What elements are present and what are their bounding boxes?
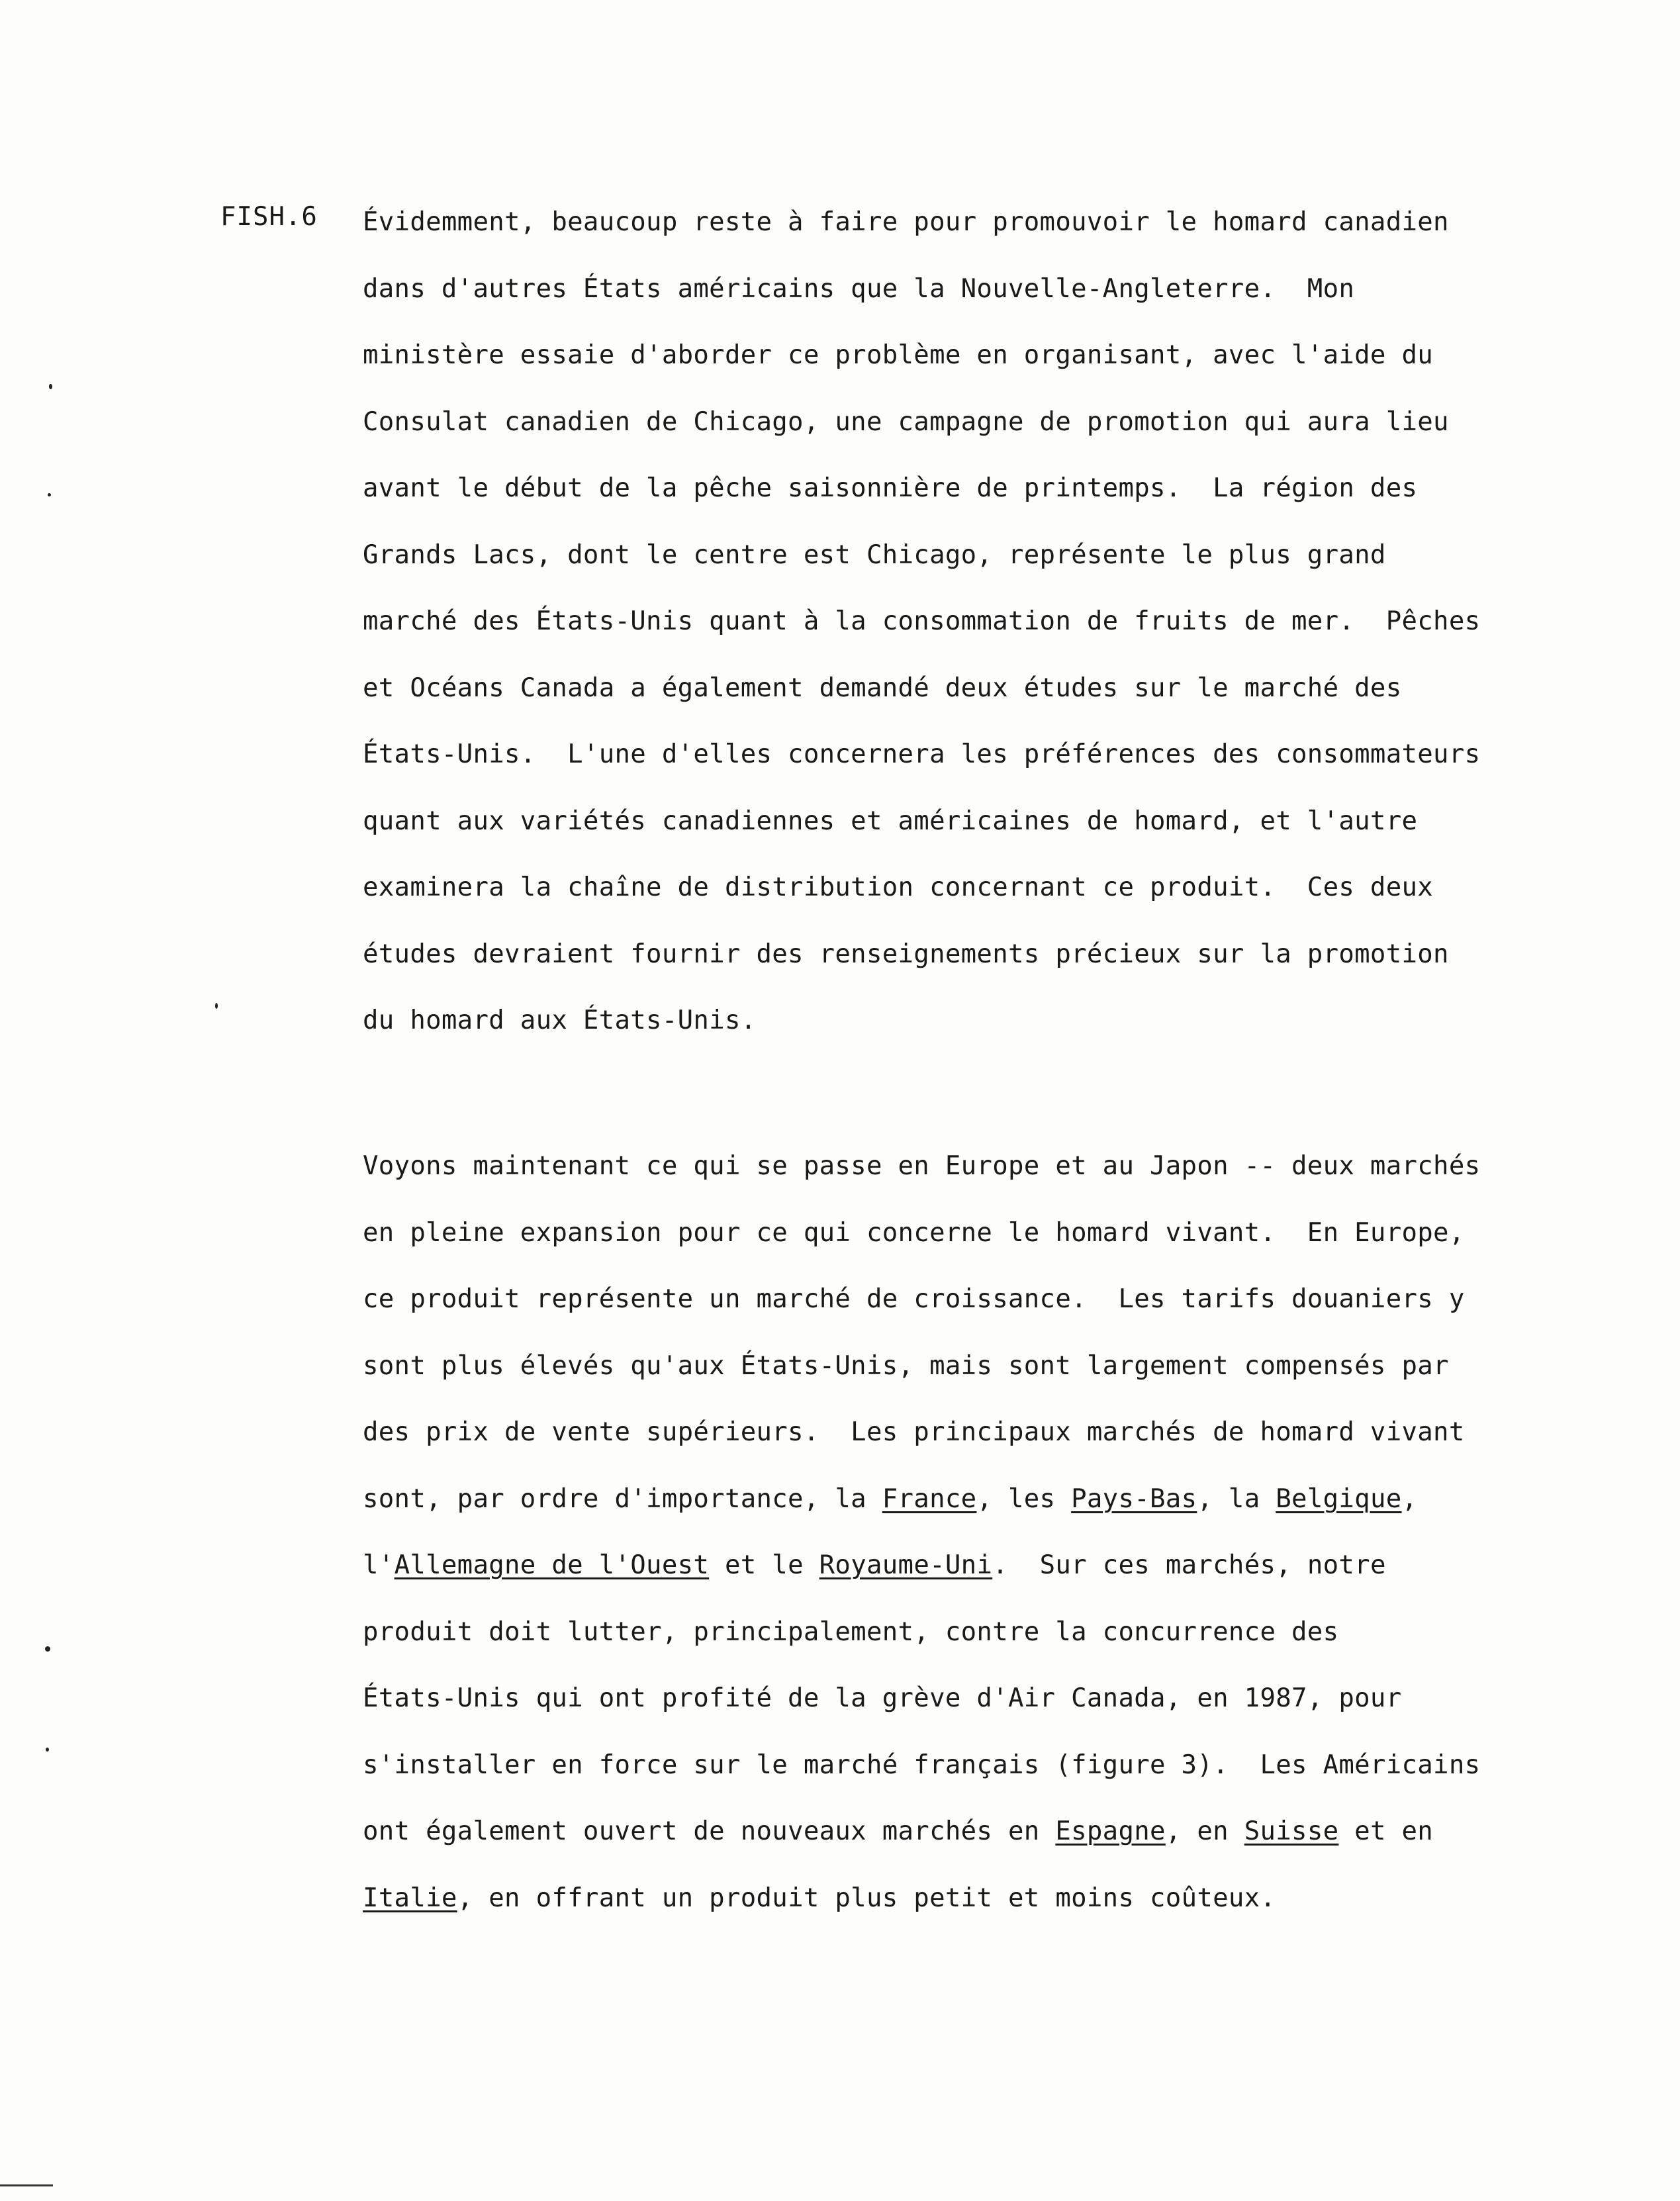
text-line bbox=[363, 1599, 1620, 1666]
text-segment: , en bbox=[1165, 1816, 1244, 1846]
text-segment: et en bbox=[1338, 1816, 1434, 1846]
text-line bbox=[363, 1865, 1620, 1932]
text-line bbox=[363, 1665, 1620, 1732]
text-line bbox=[363, 455, 1620, 522]
scan-speck bbox=[49, 384, 52, 389]
text-line bbox=[363, 788, 1620, 855]
text-line bbox=[363, 389, 1620, 456]
text-line bbox=[363, 189, 1620, 256]
bottom-scan-edge bbox=[0, 2184, 53, 2186]
text-segment: , en offrant un produit plus petit et moins coûteux. bbox=[457, 1883, 1276, 1913]
scan-speck bbox=[46, 1748, 49, 1752]
text-segment: marché des États-Unis quant à la consommation de fruits de mer. Pêches bbox=[363, 606, 1481, 636]
text-segment: dans d'autres États américains que la Nouvelle-Angleterre. Mon bbox=[363, 273, 1355, 304]
text-segment: . Sur ces marchés, notre bbox=[992, 1550, 1386, 1580]
text-segment: Voyons maintenant ce qui se passe en Europe et au Japon -- deux marchés bbox=[363, 1151, 1481, 1181]
text-segment: sont, par ordre d'importance, la bbox=[363, 1483, 882, 1514]
text-segment: examinera la chaîne de distribution concernant ce produit. Ces deux bbox=[363, 872, 1434, 902]
text-line bbox=[363, 256, 1620, 323]
text-line bbox=[363, 921, 1620, 988]
text-segment: , les bbox=[976, 1483, 1072, 1514]
text-line bbox=[363, 1532, 1620, 1599]
underlined-country: Belgique bbox=[1276, 1483, 1402, 1514]
underlined-country: Royaume-Uni bbox=[819, 1550, 993, 1580]
paragraph-2 bbox=[363, 1133, 1620, 1932]
text-line bbox=[363, 322, 1620, 389]
text-line bbox=[363, 722, 1620, 788]
text-line bbox=[363, 988, 1620, 1054]
underlined-country: Italie bbox=[363, 1883, 457, 1913]
text-line bbox=[363, 1466, 1620, 1533]
text-line bbox=[363, 655, 1620, 722]
text-segment: Consulat canadien de Chicago, une campagne de promotion qui aura lieu bbox=[363, 406, 1449, 437]
text-segment: études devraient fournir des renseignements précieux sur la promotion bbox=[363, 939, 1449, 969]
underlined-country: France bbox=[882, 1483, 977, 1514]
text-segment: États-Unis. L'une d'elles concernera les préférences des consommateurs bbox=[363, 739, 1481, 769]
text-segment: Grands Lacs, dont le centre est Chicago, représente le plus grand bbox=[363, 539, 1386, 570]
text-segment: ce produit représente un marché de croissance. Les tarifs douaniers y bbox=[363, 1284, 1465, 1314]
text-line bbox=[363, 1133, 1620, 1200]
text-line bbox=[363, 1399, 1620, 1466]
underlined-country: Allemagne de l'Ouest bbox=[394, 1550, 710, 1580]
text-line bbox=[363, 1266, 1620, 1333]
underlined-country: Espagne bbox=[1055, 1816, 1166, 1846]
section-marker: FISH.6 bbox=[220, 202, 318, 232]
text-segment: , bbox=[1401, 1483, 1418, 1514]
text-segment: avant le début de la pêche saisonnière de printemps. La région des bbox=[363, 473, 1418, 503]
text-line bbox=[363, 1799, 1620, 1865]
text-line bbox=[363, 588, 1620, 655]
text-segment: , la bbox=[1197, 1483, 1276, 1514]
text-segment: ont également ouvert de nouveaux marchés en bbox=[363, 1816, 1056, 1846]
text-segment: États-Unis qui ont profité de la grève d'Air Canada, en 1987, pour bbox=[363, 1683, 1402, 1713]
scan-speck bbox=[215, 1003, 218, 1009]
text-segment: et le bbox=[709, 1550, 819, 1580]
text-segment: quant aux variétés canadiennes et américaines de homard, et l'autre bbox=[363, 806, 1418, 836]
text-line bbox=[363, 1333, 1620, 1400]
text-segment: des prix de vente supérieurs. Les principaux marchés de homard vivant bbox=[363, 1417, 1465, 1447]
text-line bbox=[363, 1200, 1620, 1267]
text-segment: l' bbox=[363, 1550, 395, 1580]
text-line bbox=[363, 522, 1620, 589]
text-segment: produit doit lutter, principalement, contre la concurrence des bbox=[363, 1616, 1339, 1647]
text-segment: s'installer en force sur le marché français (figure 3). Les Américains bbox=[363, 1750, 1481, 1780]
text-line bbox=[363, 855, 1620, 921]
text-segment: et Océans Canada a également demandé deux études sur le marché des bbox=[363, 673, 1402, 703]
scan-speck bbox=[45, 1646, 50, 1652]
text-segment: sont plus élevés qu'aux États-Unis, mais sont largement compensés par bbox=[363, 1350, 1449, 1381]
text-segment: ministère essaie d'aborder ce problème en organisant, avec l'aide du bbox=[363, 340, 1434, 370]
text-line bbox=[363, 1732, 1620, 1799]
text-segment: en pleine expansion pour ce qui concerne le homard vivant. En Europe, bbox=[363, 1217, 1465, 1248]
text-segment: du homard aux États-Unis. bbox=[363, 1006, 757, 1035]
underlined-country: Suisse bbox=[1244, 1816, 1339, 1846]
paragraph-1 bbox=[363, 189, 1620, 1054]
text-segment: Évidemment, beaucoup reste à faire pour promouvoir le homard canadien bbox=[363, 207, 1449, 237]
underlined-country: Pays-Bas bbox=[1071, 1483, 1197, 1514]
scan-speck bbox=[48, 493, 51, 496]
